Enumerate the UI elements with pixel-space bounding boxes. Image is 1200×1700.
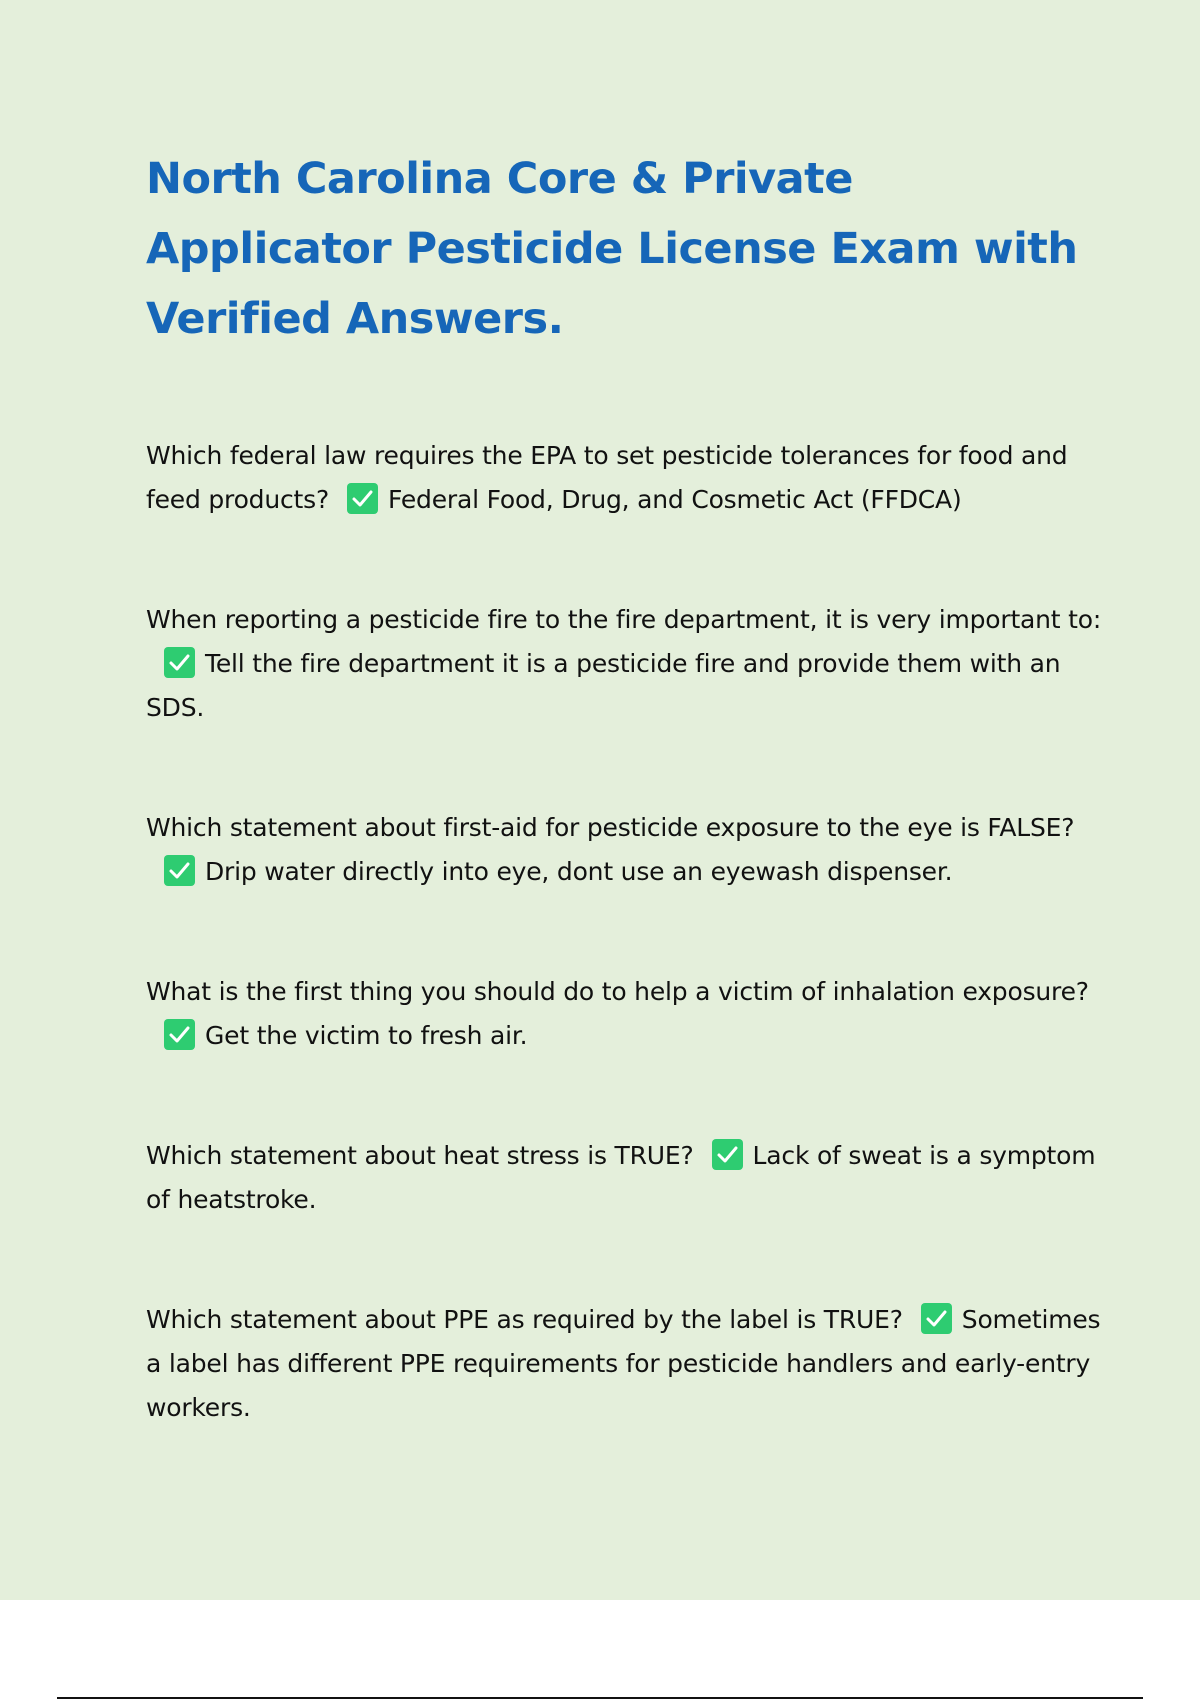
qa-item: [146, 434, 1106, 522]
qa-item: [146, 1298, 1106, 1430]
question-text: What is the first thing you should do to help a victim of inhalation exposure?: [146, 977, 1089, 1006]
answer-text: Get the victim to fresh air.: [205, 1021, 528, 1050]
footer-divider: [57, 1697, 1143, 1699]
check-mark-icon: [347, 483, 378, 514]
check-mark-icon: [164, 647, 195, 678]
qa-item: [146, 1134, 1106, 1222]
qa-item: [146, 598, 1106, 730]
document-content: [146, 144, 1106, 1506]
check-mark-icon: [712, 1139, 743, 1170]
qa-item: [146, 806, 1106, 894]
qa-list: [146, 434, 1106, 1430]
answer-text: Sometimes a label has different PPE requirements for pesticide handlers and early-entry workers.: [146, 1305, 1101, 1422]
question-text: Which statement about first-aid for pesticide exposure to the eye is FALSE?: [146, 813, 1075, 842]
question-text: Which statement about PPE as required by the label is TRUE?: [146, 1305, 903, 1334]
answer-text: Tell the fire department it is a pesticide fire and provide them with an SDS.: [146, 649, 1061, 722]
check-mark-icon: [921, 1303, 952, 1334]
document-title: North Carolina Core & Private Applicator Pesticide License Exam with Verified Answers.: [146, 154, 1078, 344]
answer-text: Lack of sweat is a symptom of heatstroke.: [146, 1141, 1096, 1214]
question-text: When reporting a pesticide fire to the fire department, it is very important to:: [146, 605, 1102, 634]
question-text: Which statement about heat stress is TRUE?: [146, 1141, 694, 1170]
check-mark-icon: [164, 1019, 195, 1050]
answer-text: Drip water directly into eye, dont use an eyewash dispenser.: [205, 857, 953, 886]
check-mark-icon: [164, 855, 195, 886]
question-text: Which federal law requires the EPA to set pesticide tolerances for food and feed products?: [146, 441, 1068, 514]
qa-item: [146, 970, 1106, 1058]
answer-text: Federal Food, Drug, and Cosmetic Act (FFDCA): [388, 485, 962, 514]
